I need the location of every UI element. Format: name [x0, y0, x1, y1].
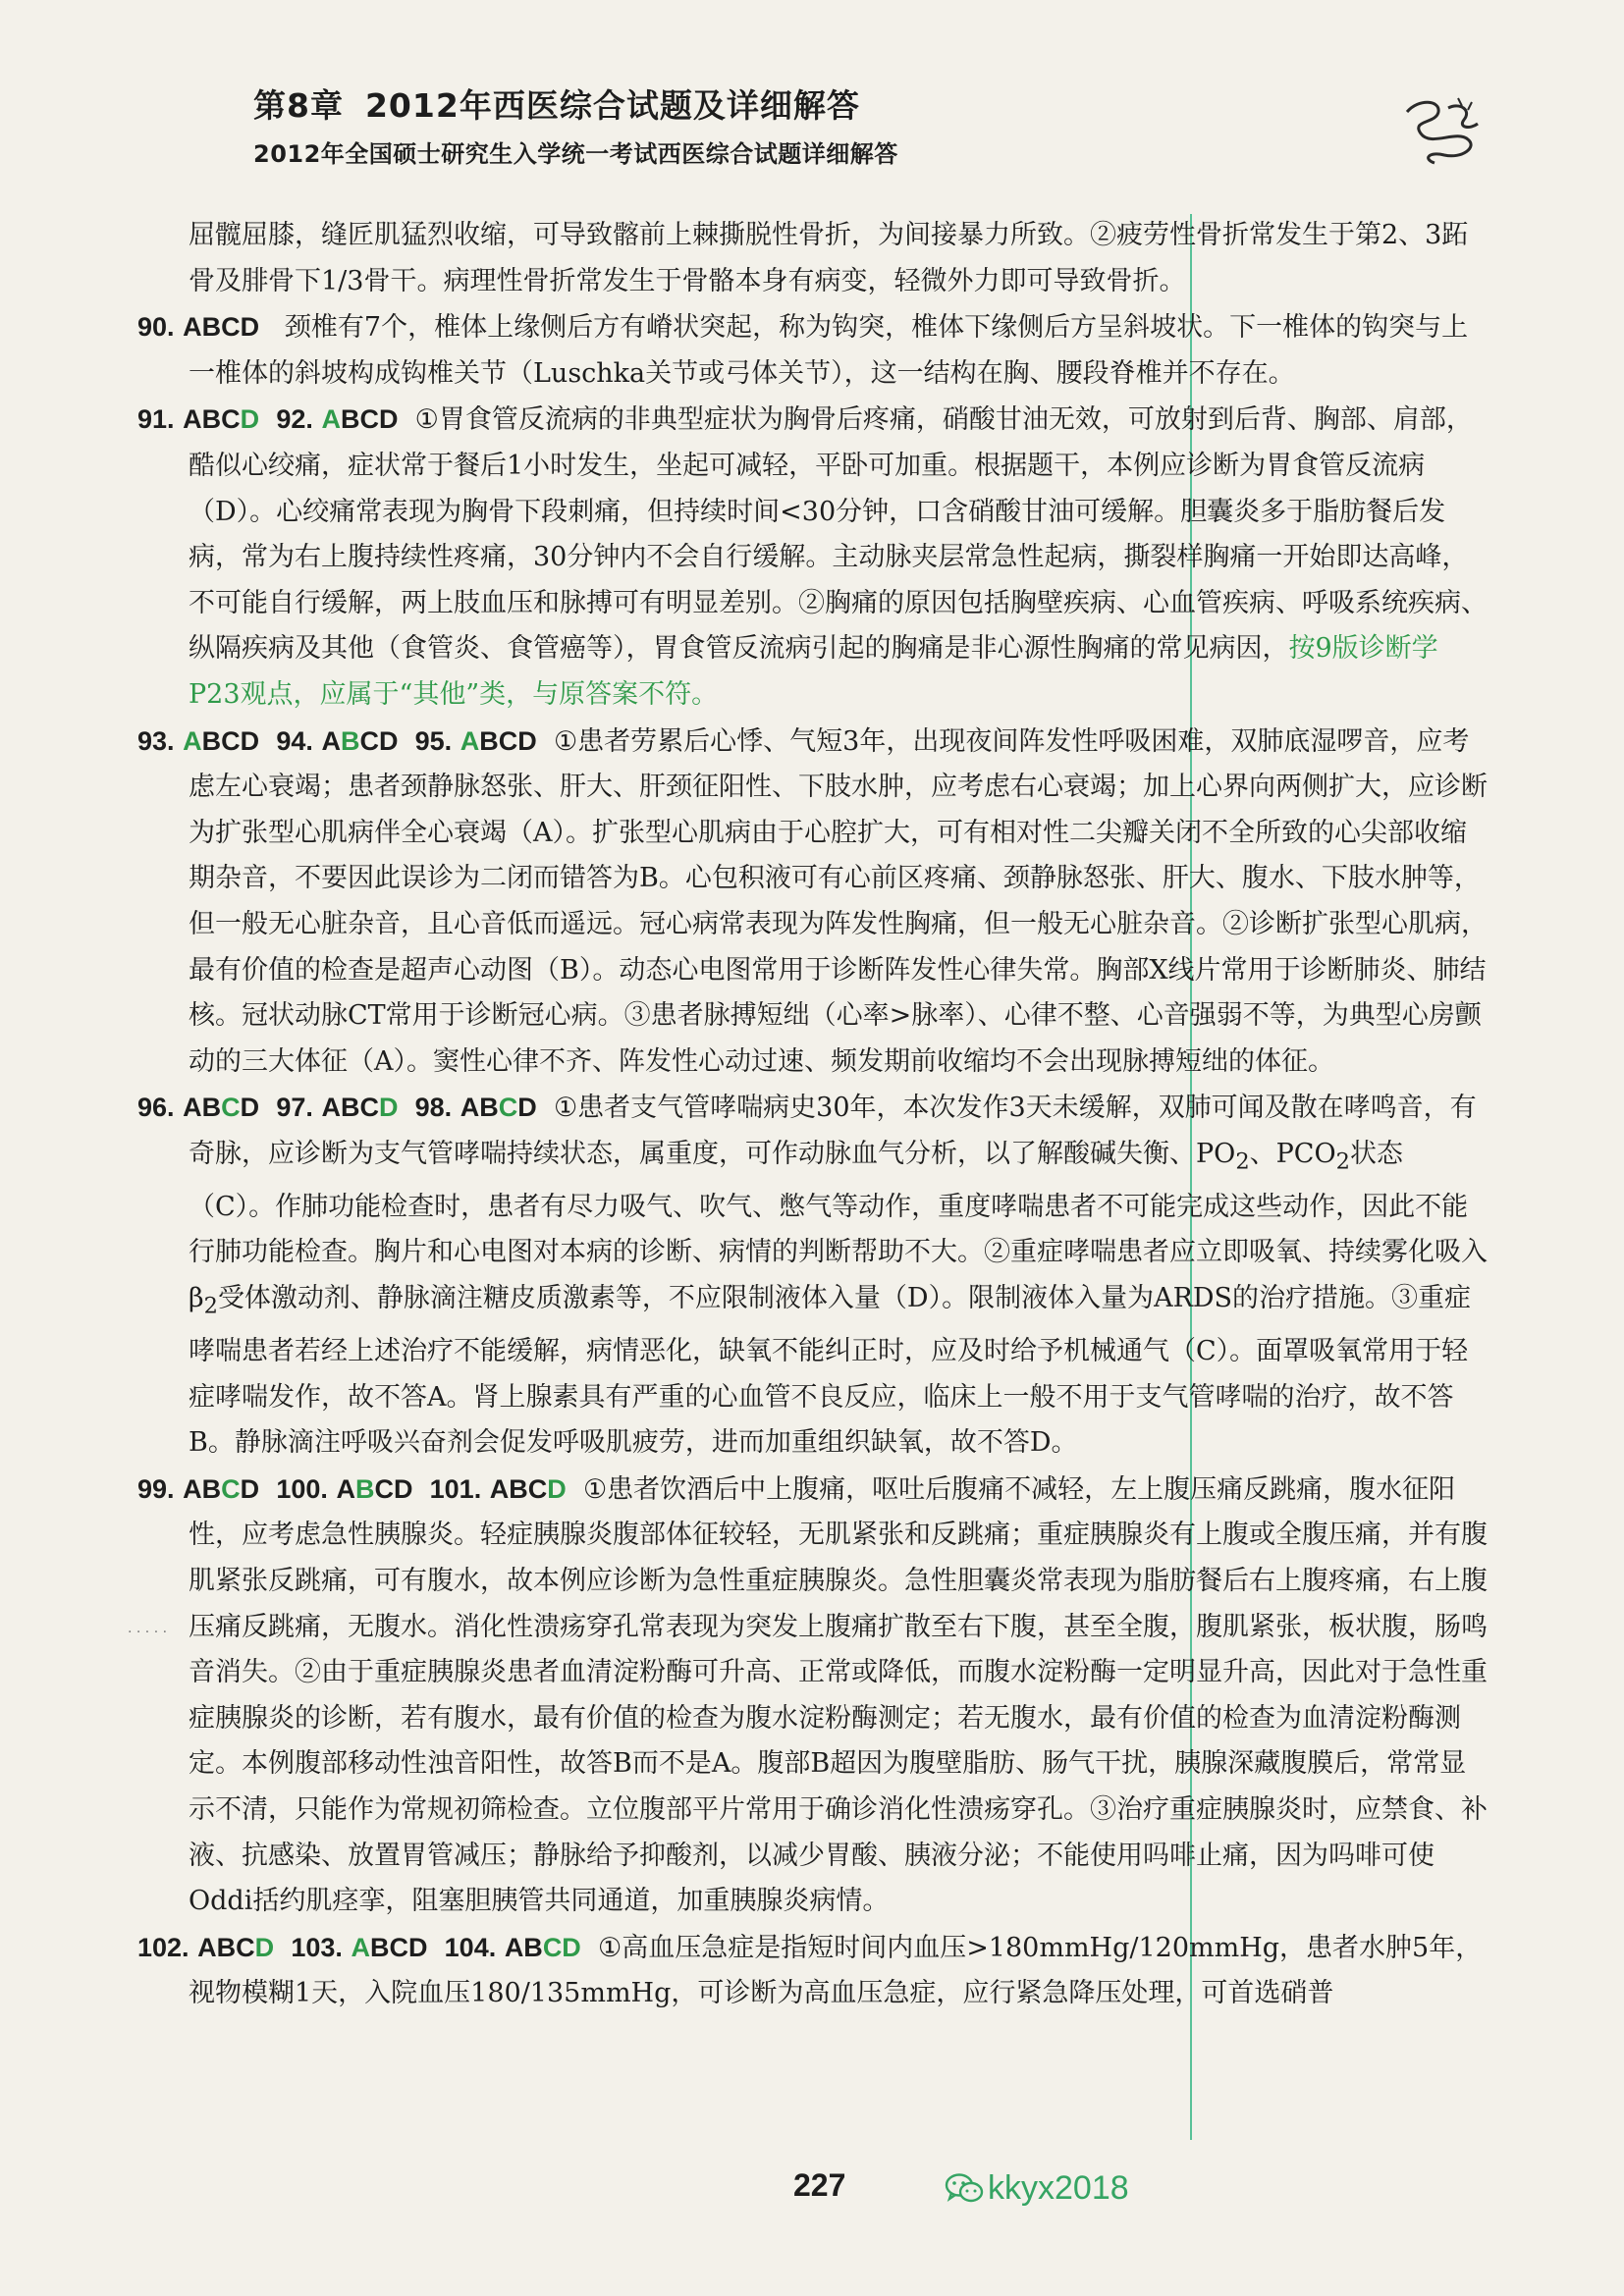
- answer-options: BCD: [479, 725, 537, 756]
- faint-dots: · · · · ·: [128, 1625, 168, 1640]
- answer-entry-99-101: [137, 1467, 1488, 1925]
- explanation-text: 、PCO: [1249, 1138, 1336, 1169]
- answer-options: BCD: [369, 1932, 428, 1962]
- question-number: 91.: [137, 404, 175, 435]
- question-number: 98.: [414, 1093, 453, 1123]
- handwritten-scribble-icon: [1399, 90, 1488, 169]
- answer-entry-91-92: [137, 397, 1488, 718]
- correct-answer: D: [378, 1093, 399, 1123]
- answer-entry-90: [137, 304, 1488, 397]
- correct-answer: A: [351, 1932, 370, 1962]
- explanation-text: 颈椎有7个，椎体上缘侧后方有嵴状突起，称为钩突，椎体下缘侧后方呈斜坡状。下一椎体的钩突与上一椎体的斜坡构成钩椎关节（Luschka关节或弓体关节），这一结构在胸、腰段脊椎并不存在。: [189, 312, 1469, 389]
- correct-answer: CD: [542, 1932, 581, 1962]
- answer-options: ABC: [197, 1932, 255, 1962]
- explanation-text: ①患者劳累后心悸、气短3年，出现夜间阵发性呼吸困难，双肺底湿啰音，应考虑左心衰竭；患者颈静脉怒张、肝大、肝颈征阳性、下肢水肿，应考虑右心衰竭；加上心界向两侧扩大，应诊断为扩张型心肌病伴全心衰竭（A）。扩张型心肌病由于心腔扩大，可有相对性二尖瓣关闭不全所致的心尖部收缩期杂音，不要因此误诊为二闭而错答为B。心包积液可有心前区疼痛、颈静脉怒张、肝大、腹水、下肢水肿等，但一般无心脏杂音，且心音低而遥远。冠心病常表现为阵发性胸痛，但一般无心脏杂音。②诊断扩张型心肌病，最有价值的检查是超声心动图（B）。动态心电图常用于诊断阵发性心律失常。胸部X线片常用于诊断肺炎、肺结核。冠状动脉CT常用于诊断冠心病。③患者脉搏短绌（心率>脉率）、心律不整、心音强弱不等，为典型心房颤动的三大体征（A）。窦性心律不齐、阵发性心动过速、频发期前收缩均不会出现脉搏短绌的体征。: [189, 725, 1488, 1077]
- correct-answer: D: [547, 1473, 567, 1504]
- chapter-heading: [253, 80, 898, 127]
- question-number: 99.: [137, 1473, 175, 1504]
- answer-options: D: [240, 1473, 260, 1504]
- correct-answer: D: [254, 1932, 275, 1962]
- subscript: 2: [1235, 1148, 1250, 1175]
- answer-options: AB: [183, 1093, 222, 1123]
- question-number: 104.: [444, 1932, 497, 1962]
- question-number: 100.: [276, 1473, 328, 1504]
- wechat-icon: [945, 2172, 984, 2206]
- answer-entry-96-98: [137, 1085, 1488, 1467]
- answer-options: ABC: [183, 404, 241, 435]
- correct-answer: B: [340, 725, 360, 756]
- subscript: 2: [203, 1293, 218, 1319]
- explanation-text: ①胃食管反流病的非典型症状为胸骨后疼痛，硝酸甘油无效，可放射到后背、胸部、肩部，酷似心绞痛，症状常于餐后1小时发生，坐起可减轻，平卧可加重。根据题干，本例应诊断为胃食管反流病（D）。心绞痛常表现为胸骨下段刺痛，但持续时间<30分钟，口含硝酸甘油可缓解。胆囊炎多于脂肪餐后发病，常为右上腹持续性疼痛，30分钟内不会自行缓解。主动脉夹层常急性起病，撕裂样胸痛一开始即达高峰，不可能自行缓解，两上肢血压和脉搏可有明显差别。②胸痛的原因包括胸壁疾病、心血管疾病、呼吸系统疾病、纵隔疾病及其他（食管炎、食管癌等），胃食管反流病引起的胸痛是非心源性胸痛的常见病因，: [189, 404, 1488, 665]
- answer-options: D: [240, 1093, 260, 1123]
- subscript: 2: [1335, 1148, 1350, 1175]
- question-number: 101.: [429, 1473, 482, 1504]
- answer-options: AB: [504, 1932, 543, 1962]
- answer-options: ABCD: [183, 312, 260, 343]
- correct-answer: A: [183, 725, 202, 756]
- page-number: 227: [793, 2167, 846, 2203]
- answer-options: A: [321, 725, 341, 756]
- chapter-number: 第8章: [253, 86, 344, 125]
- explanation-text: ①患者饮酒后中上腹痛，呕吐后腹痛不减轻，左上腹压痛反跳痛，腹水征阳性，应考虑急性胰腺炎。轻症胰腺炎腹部体征较轻，无肌紧张和反跳痛；重症胰腺炎有上腹或全腹压痛，并有腹肌紧张反跳痛，可有腹水，故本例应诊断为急性重症胰腺炎。急性胆囊炎常表现为脂肪餐后右上腹疼痛，右上腹压痛反跳痛，无腹水。消化性溃疡穿孔常表现为突发上腹痛扩散至右下腹，甚至全腹，腹肌紧张，板状腹，肠鸣音消失。②由于重症胰腺炎患者血清淀粉酶可升高、正常或降低，而腹水淀粉酶一定明显升高，因此对于急性重症胰腺炎的诊断，若有腹水，最有价值的检查为腹水淀粉酶测定；若无腹水，最有价值的检查为血清淀粉酶测定。本例腹部移动性浊音阳性，故答B而不是A。腹部B超因为腹壁脂肪、肠气干扰，胰腺深藏腹膜后，常常显示不清，只能作为常规初筛检查。立位腹部平片常用于确诊消化性溃疡穿孔。③治疗重症胰腺炎时，应禁食、补液、抗感染、放置胃管减压；静脉给予抑酸剂，以减少胃酸、胰液分泌；不能使用吗啡止痛，因为吗啡可使Oddi括约肌痉挛，阻塞胆胰管共同通道，加重胰腺炎病情。: [189, 1473, 1488, 1917]
- answer-options: AB: [460, 1093, 499, 1123]
- page-subtitle: 2012年全国硕士研究生入学统一考试西医综合试题详细解答: [253, 140, 898, 168]
- correct-answer: A: [460, 725, 480, 756]
- explanation-text: ①高血压急症是指短时间内血压>180mmHg/120mmHg，患者水肿5年，视物模糊1天，入院血压180/135mmHg，可诊断为高血压急症，应行紧急降压处理，可首选硝普: [189, 1932, 1483, 2009]
- correct-answer: C: [221, 1093, 241, 1123]
- correct-answer: C: [498, 1093, 518, 1123]
- answer-options: A: [336, 1473, 355, 1504]
- page-header: [253, 80, 898, 169]
- answer-entry-102-104: [137, 1925, 1488, 2017]
- question-number: 96.: [137, 1093, 175, 1123]
- paragraph-continuation: 屈髋屈膝，缝匠肌猛烈收缩，可导致髂前上棘撕脱性骨折，为间接暴力所致。②疲劳性骨折常发生于第2、3跖骨及腓骨下1/3骨干。病理性骨折常发生于骨骼本身有病变，轻微外力即可导致骨折。: [189, 220, 1469, 296]
- question-number: 102.: [137, 1932, 189, 1962]
- answer-entry-93-95: [137, 719, 1488, 1086]
- explanation-text: 受体激动剂、静脉滴注糖皮质激素等，不应限制液体入量（D）。限制液体入量为ARDS的治疗措施。③重症哮喘患者若经上述治疗不能缓解，病情恶化，缺氧不能纠正时，应及时给予机械通气（C）。面罩吸氧常用于轻症哮喘发作，故不答A。肾上腺素具有严重的心血管不良反应，临床上一般不用于支气管哮喘的治疗，故不答B。静脉滴注呼吸兴奋剂会促发呼吸肌疲劳，进而加重组织缺氧，故不答D。: [189, 1283, 1472, 1459]
- correct-answer: C: [221, 1473, 241, 1504]
- correct-answer: A: [321, 404, 341, 435]
- answer-options: D: [517, 1093, 537, 1123]
- answer-options: ABC: [321, 1093, 379, 1123]
- answer-options: ABC: [489, 1473, 548, 1504]
- question-number: 90.: [137, 312, 175, 343]
- question-number: 92.: [276, 404, 313, 435]
- watermark-handle: [945, 2169, 1129, 2208]
- question-number: 93.: [137, 725, 175, 756]
- question-number: 97.: [276, 1093, 313, 1123]
- explanation-text: 状态（C）。作肺功能检查时，患者有尽力吸气、吹气、憋气等动作，重度哮喘患者不可能完成这些动作，因此不能行肺功能检查。胸片和心电图对本病的诊断、病情的判断帮助不大。②重症哮喘患者应立即吸氧、持续雾化吸入β: [189, 1138, 1488, 1314]
- answer-options: BCD: [201, 725, 260, 756]
- answer-content: [137, 213, 1488, 2017]
- correct-answer: D: [240, 404, 260, 435]
- answer-options: BCD: [340, 404, 399, 435]
- chapter-title: 2012年西医综合试题及详细解答: [364, 86, 860, 125]
- correct-answer: B: [354, 1473, 375, 1504]
- answer-options: CD: [359, 725, 399, 756]
- question-number: 95.: [414, 725, 453, 756]
- question-number: 103.: [291, 1932, 343, 1962]
- explanation-text: ①患者支气管哮喘病史30年，本次发作3天未缓解，双肺可闻及散在哮鸣音，有奇脉，应诊断为支气管哮喘持续状态，属重度，可作动脉血气分析，以了解酸碱失衡、PO: [189, 1093, 1477, 1169]
- question-number: 94.: [276, 725, 313, 756]
- answer-options: CD: [374, 1473, 413, 1504]
- handle-text: kkyx2018: [988, 2169, 1129, 2207]
- answer-options: AB: [183, 1473, 222, 1504]
- correction-note: 按9版诊断学P23观点，应属于“其他”类，与原答案不符。: [189, 633, 1438, 710]
